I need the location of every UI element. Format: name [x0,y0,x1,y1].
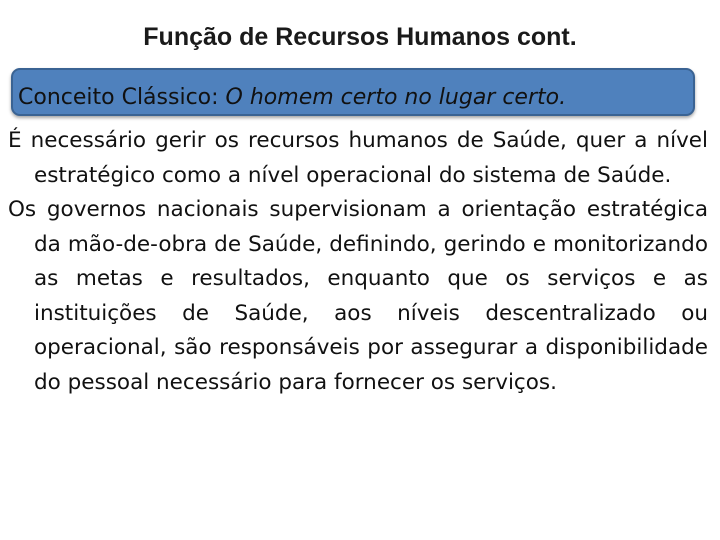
concept-label: Conceito Clássico: [18,85,226,110]
slide-body [8,124,708,400]
slide-title: Função de Recursos Humanos cont. [143,23,577,51]
paragraph-management: É necessário gerir os recursos humanos de Saúde, quer a nível estratégico como a nível operacional do sistema de Saúde. [8,128,708,188]
concept-statement [18,81,698,115]
paragraph-governments: Os governos nacionais supervisionam a orientação estratégica da mão-de-obra de Saúde, definindo, gerindo e monitorizando as metas e resultados, enquanto que os serviços e as instituições de Saúde, aos níveis descentralizado ou operacional, são responsáveis por assegurar a disponibilidade do pessoal necessário para fornecer os serviços. [8,197,708,395]
concept-quote: O homem certo no lugar certo. [225,85,567,110]
